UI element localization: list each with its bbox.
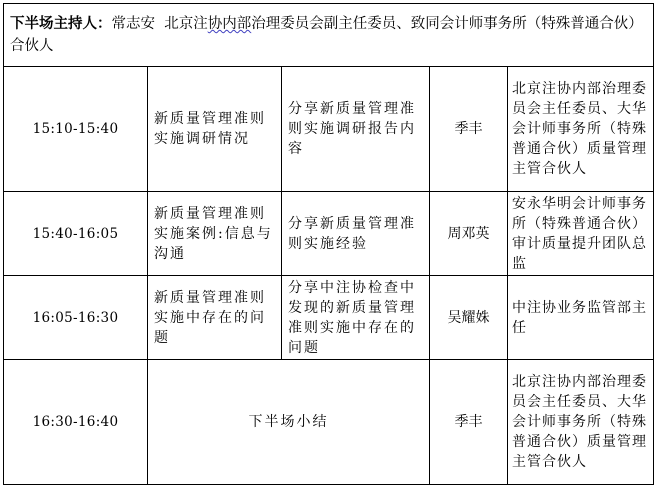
host-row [4, 4, 654, 67]
table-row [4, 67, 654, 192]
speaker-cell: 季丰 [430, 360, 508, 485]
time-cell: 16:30-16:40 [4, 360, 148, 485]
host-cell [4, 4, 654, 67]
org-cell: 北京注协内部治理委员会主任委员、大华会计师事务所（特殊普通合伙）质量管理主管合伙人 [508, 360, 654, 485]
schedule-table-wrapper [3, 3, 653, 481]
content-cell: 分享新质量管理准则实施经验 [282, 192, 430, 276]
host-name: 常志安 [111, 16, 155, 32]
summary-cell: 下半场小结 [148, 360, 430, 485]
time-cell: 15:10-15:40 [4, 67, 148, 192]
speaker-cell: 季丰 [430, 67, 508, 192]
topic-cell: 新质量管理准则实施中存在的问题 [148, 276, 282, 360]
table-row [4, 360, 654, 485]
table-row [4, 276, 654, 360]
content-cell: 分享新质量管理准则实施调研报告内容 [282, 67, 430, 192]
topic-cell: 新质量管理准则实施案例:信息与沟通 [148, 192, 282, 276]
org-cell: 安永华明会计师事务所（特殊普通合伙）审计质量提升团队总监 [508, 192, 654, 276]
host-org-underlined: 协内部 [207, 16, 252, 32]
org-cell: 中注协业务监管部主任 [508, 276, 654, 360]
host-org-prefix: 北京注 [164, 16, 208, 32]
host-org-suffix: 治理委员会副主任委员、致同会计师事务所（特殊普通合伙）合伙人 [10, 16, 643, 54]
time-cell: 15:40-16:05 [4, 192, 148, 276]
time-cell: 16:05-16:30 [4, 276, 148, 360]
speaker-cell: 吴耀姝 [430, 276, 508, 360]
speaker-cell: 周邓英 [430, 192, 508, 276]
host-label: 下半场主持人： [10, 16, 112, 32]
content-cell: 分享中注协检查中发现的新质量管理准则实施中存在的问题 [282, 276, 430, 360]
org-cell: 北京注协内部治理委员会主任委员、大华会计师事务所（特殊普通合伙）质量管理主管合伙人 [508, 67, 654, 192]
table-row [4, 192, 654, 276]
schedule-table [3, 3, 654, 485]
topic-cell: 新质量管理准则实施调研情况 [148, 67, 282, 192]
